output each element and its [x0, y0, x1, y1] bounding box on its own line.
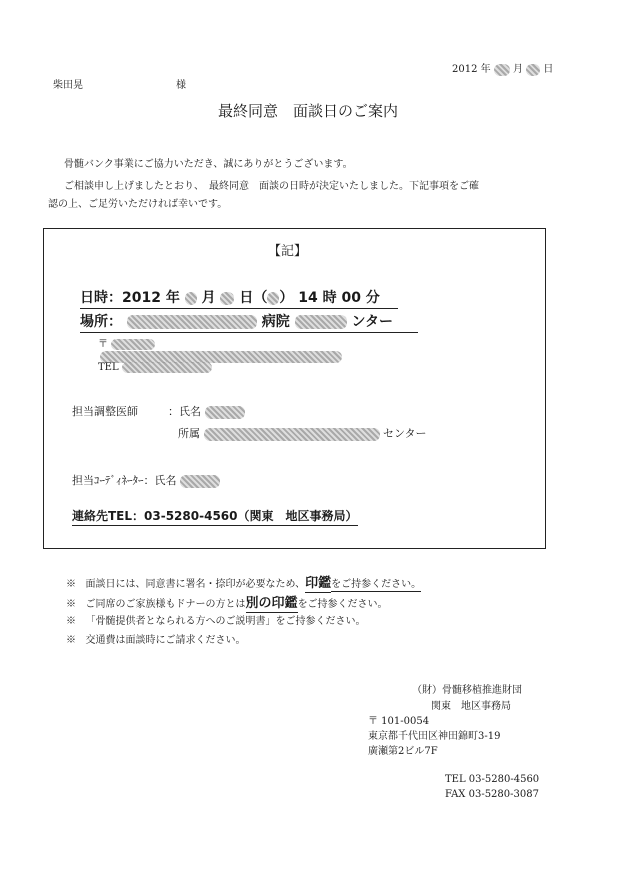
redacted-weekday [267, 292, 279, 305]
recipient-honorific: 様 [176, 80, 186, 91]
coordinator-label: 担当ｺｰﾃﾞｨﾈｰﾀｰ：氏名 [72, 474, 177, 487]
appointment-place [80, 311, 418, 333]
redacted-affiliation [204, 428, 380, 441]
note-mark: ※ [66, 579, 76, 590]
appointment-datetime [80, 287, 398, 309]
date-month: 月 [513, 64, 524, 75]
intro-line-2: ご相談申し上げましたとおり、 最終同意 面談の日時が決定いたしました。下記事項をご確 [64, 181, 479, 192]
document-date [452, 60, 553, 76]
doctor-affiliation [178, 425, 427, 441]
place-tel [98, 362, 212, 373]
sender-fax: FAX 03-5280-3087 [445, 789, 539, 800]
doctor-label: 担当調整医師 [72, 405, 138, 418]
datetime-weekday-close: ） [279, 290, 294, 306]
notice-box [43, 228, 546, 549]
date-year: 2012 年 [452, 64, 491, 75]
place-label: 場所： [80, 314, 122, 330]
document-title: 最終同意 面談日のご案内 [218, 102, 399, 120]
sender-address-2: 廣瀬第2ビル7F [368, 746, 438, 757]
note-emphasis: 別の印鑑 [245, 596, 298, 611]
note-mark: ※ [66, 635, 76, 646]
datetime-time: 14 時 00 分 [298, 290, 380, 306]
note-item: ※ 面談日には、同意書に署名・捺印が必要なため、印鑑をご持参ください。 [66, 576, 422, 591]
contact-line: 連絡先TEL：03-5280-4560（関東 地区事務局） [72, 507, 358, 526]
sender-org: （財）骨髄移植推進財団 [412, 685, 522, 696]
coordinator [72, 472, 220, 488]
intro-line-1: 骨髄バンク事業にご協力いただき、誠にありがとうございます。 [64, 159, 353, 170]
redacted-month [185, 292, 197, 305]
redacted-doctor-name [205, 406, 245, 419]
redacted-day [526, 64, 540, 76]
note-item: ※ ご同席のご家族様もドナーの方とは別の印鑑をご持参ください。 [66, 596, 388, 611]
note-mark: ※ [66, 616, 76, 627]
datetime-label: 日時：2012 年 [80, 290, 180, 306]
doctor-name-label: ：氏名 [168, 405, 201, 418]
intro-line-3: 認の上、ご足労いただければ幸いです。 [48, 199, 228, 210]
doctor-affiliation-suffix: センター [383, 427, 427, 440]
notice-heading: 【記】 [268, 244, 308, 259]
redacted-month [494, 64, 510, 76]
datetime-month: 月 [201, 290, 216, 306]
redacted-day [220, 292, 234, 305]
sender-tel: TEL 03-5280-4560 [445, 774, 540, 785]
note-item: ※ 交通費は面談時にご請求ください。 [66, 635, 246, 646]
place-hospital: 病院 [261, 314, 290, 330]
redacted-hospital-name [127, 315, 257, 329]
redacted-coordinator-name [180, 475, 220, 488]
redacted-center-name [295, 315, 347, 329]
doctor-affiliation-label: 所属 [178, 427, 200, 440]
doctor-name [168, 403, 245, 419]
sender-postal: 〒 101-0054 [368, 716, 430, 727]
datetime-day: 日（ [239, 290, 268, 306]
note-item: ※ 「骨髄提供者となられる方へのご説明書」をご持参ください。 [66, 616, 366, 627]
sender-address-1: 東京都千代田区神田錦町3-19 [368, 731, 501, 742]
note-emphasis: 印鑑 [305, 576, 332, 591]
place-center: ンター [351, 314, 393, 330]
note-mark: ※ [66, 599, 76, 610]
tel-label: TEL [98, 362, 119, 373]
redacted-tel [122, 362, 212, 373]
postal-mark: 〒 [98, 339, 108, 350]
recipient-name: 柴田晃 [53, 80, 83, 91]
sender-office: 関東 地区事務局 [431, 701, 511, 712]
date-day: 日 [543, 64, 554, 75]
